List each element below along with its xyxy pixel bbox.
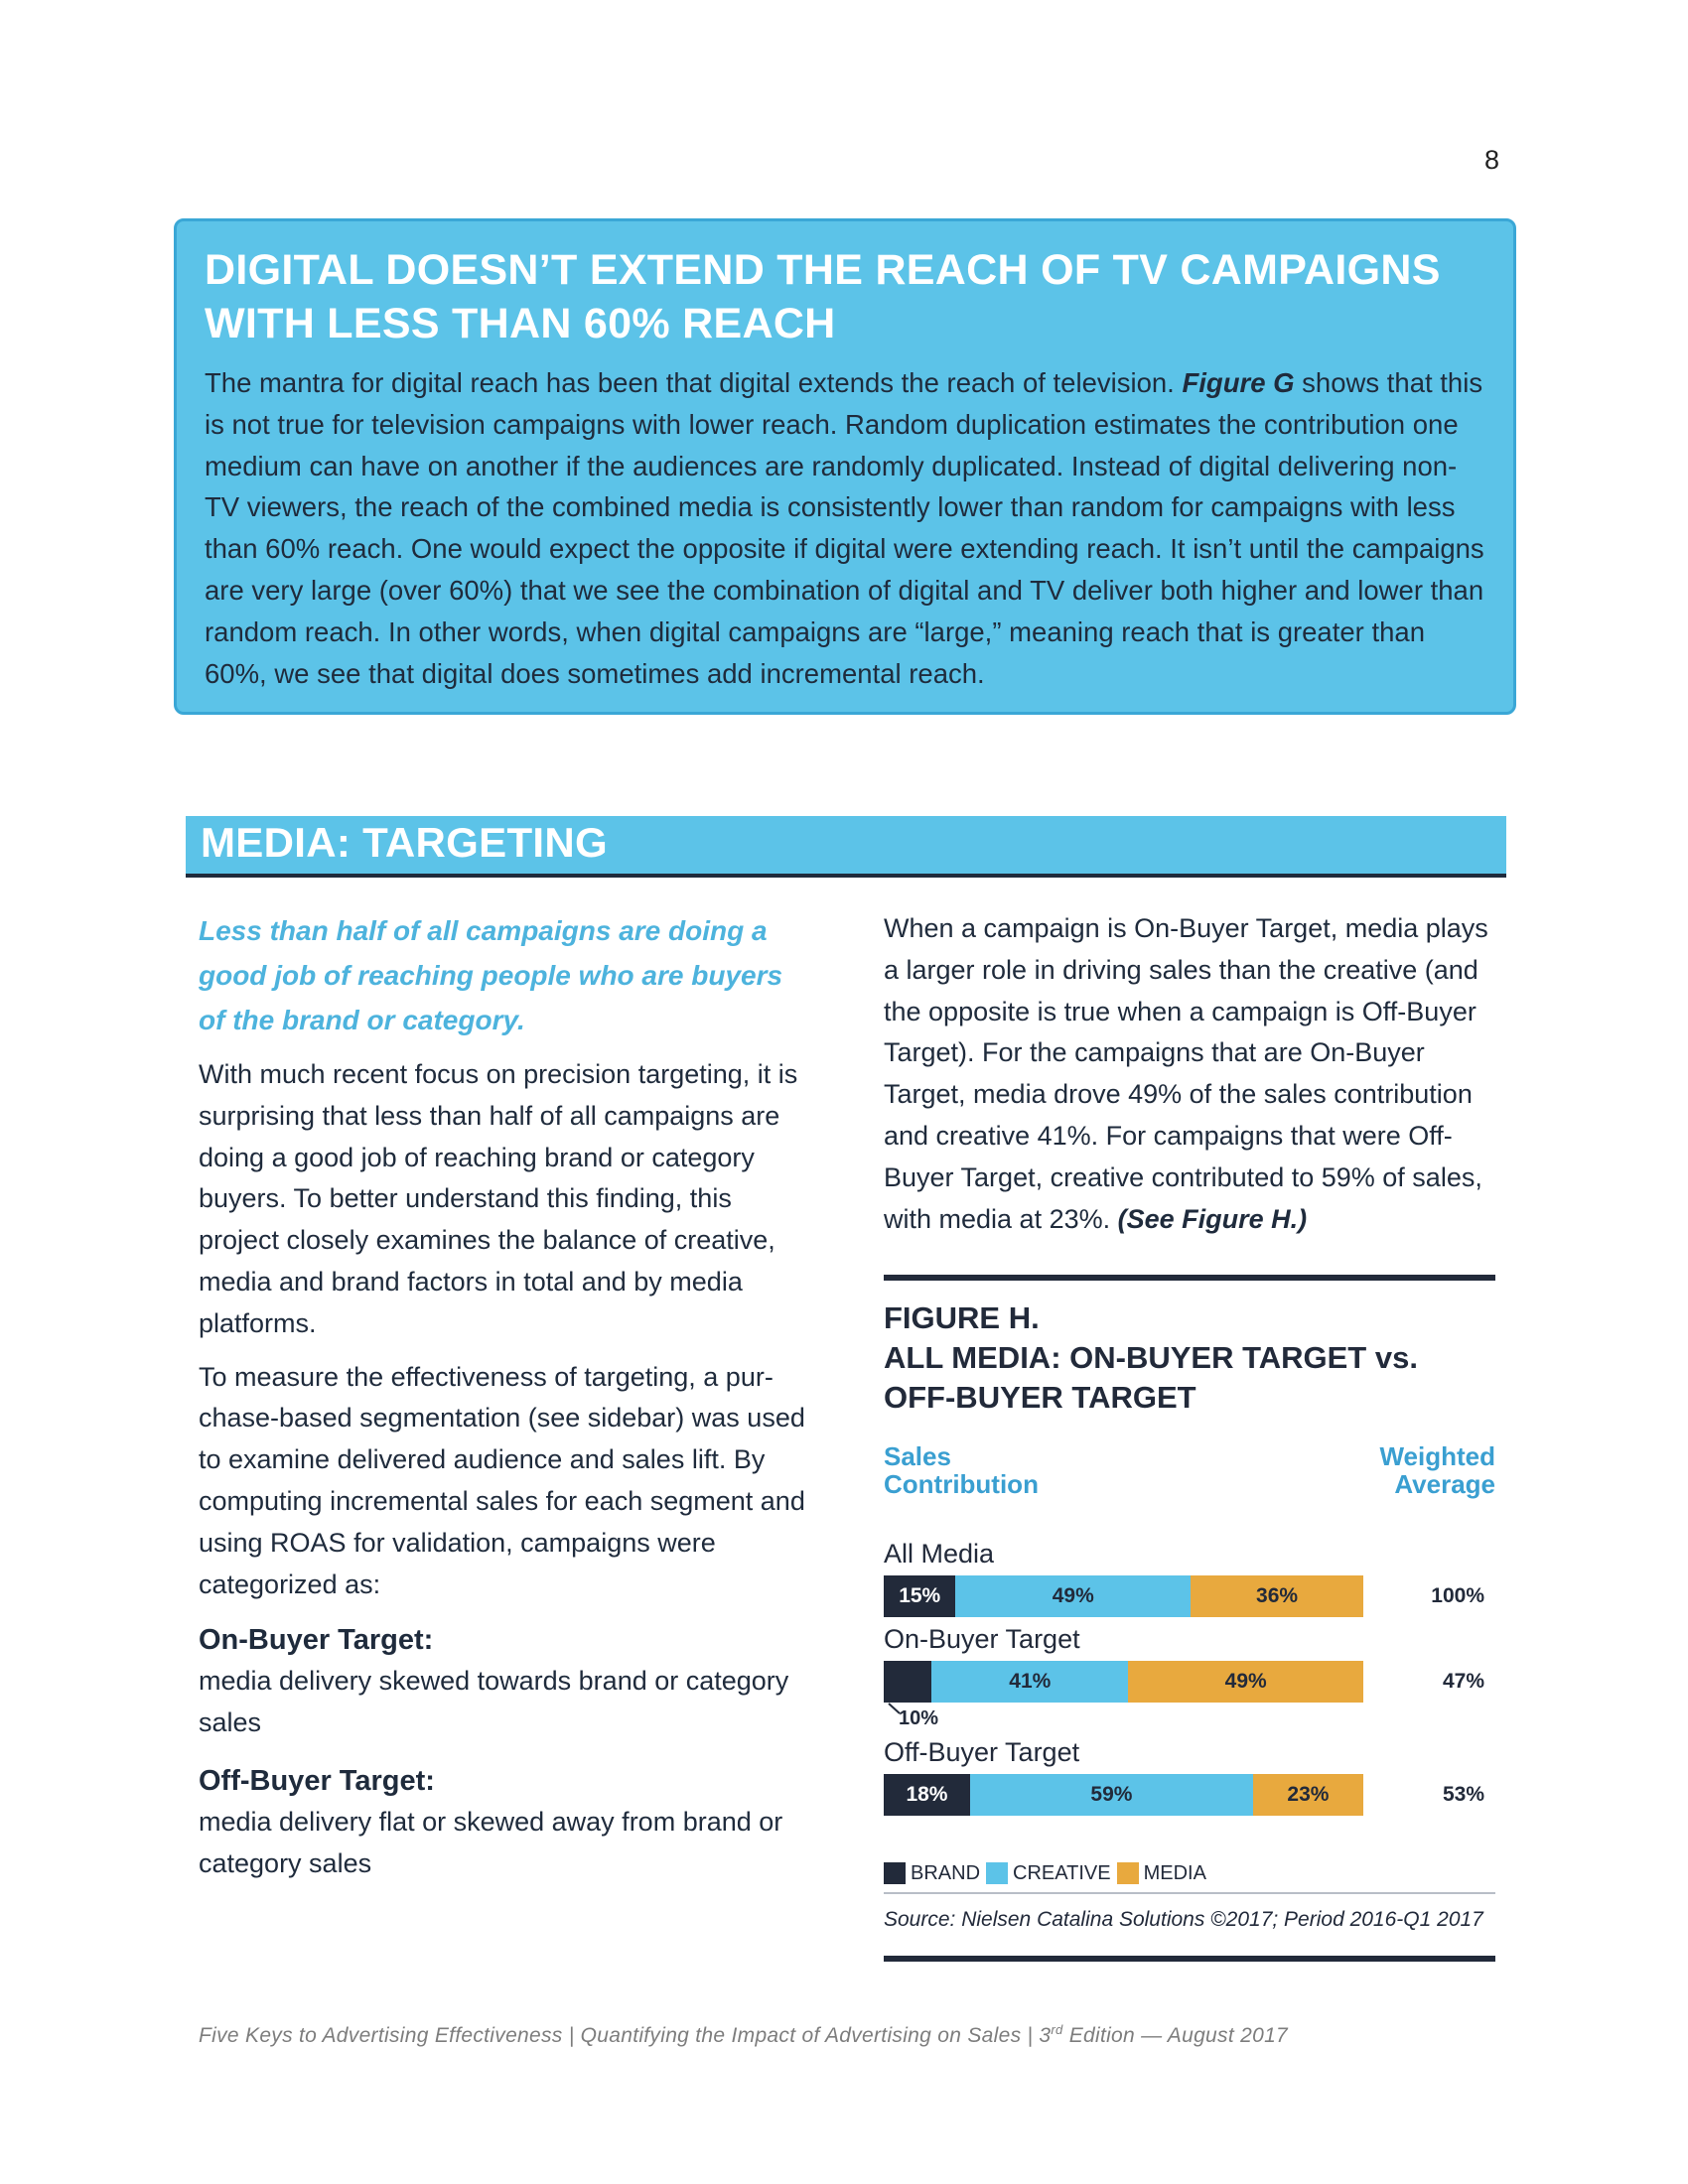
bar-label-leader-on-buyer-target bbox=[886, 1703, 906, 1716]
left-column bbox=[199, 908, 814, 1901]
figure-title-line-3: OFF-BUYER TARGET bbox=[884, 1380, 1196, 1415]
figure-bottom-rule bbox=[884, 1956, 1495, 1962]
section-header bbox=[186, 816, 1506, 878]
category-label-on-buyer-target: On-Buyer Target bbox=[884, 1624, 1080, 1654]
bar-all-media-media: 36% bbox=[1191, 1575, 1363, 1617]
page-footer bbox=[199, 2022, 1288, 2048]
legend-swatch-media bbox=[1117, 1862, 1139, 1884]
legend-divider bbox=[884, 1892, 1495, 1894]
weighted-average-on-buyer-target: 47% bbox=[1442, 1670, 1484, 1693]
legend-item-creative bbox=[986, 1862, 1111, 1885]
legend-label-creative: CREATIVE bbox=[1013, 1861, 1111, 1884]
bar-on-buyer-target-creative: 41% bbox=[931, 1661, 1128, 1703]
figure-title bbox=[884, 1298, 1499, 1418]
figure-source: Source: Nielsen Catalina Solutions ©2017; Period 2016-Q1 2017 bbox=[884, 1908, 1483, 1931]
definition-on-buyer-target: media delivery skewed towards brand or category sales bbox=[199, 1666, 789, 1738]
callout-box bbox=[174, 218, 1516, 715]
sales-contribution-label bbox=[884, 1442, 1039, 1498]
bar-all-media-brand: 15% bbox=[884, 1575, 955, 1617]
callout-title bbox=[205, 243, 1487, 350]
bar-off-buyer-target-creative: 59% bbox=[970, 1774, 1253, 1816]
weighted-average-label-line-2: Average bbox=[1394, 1469, 1495, 1499]
footer-superscript: rd bbox=[1051, 2022, 1063, 2037]
bar-label-on-buyer-target-brand: 10% bbox=[899, 1707, 939, 1729]
category-label-all-media: All Media bbox=[884, 1539, 995, 1569]
callout-title-line-2: WITH LESS THAN 60% REACH bbox=[205, 300, 836, 347]
bar-all-media-creative: 49% bbox=[955, 1575, 1191, 1617]
footer-text-start: Five Keys to Advertising Effectiveness | Quantifying the Impact of Advertising on Sales | 3 bbox=[199, 2024, 1052, 2047]
legend-label-media: MEDIA bbox=[1143, 1861, 1206, 1884]
callout-body-rest: shows that this is not true for television campaigns with lower reach. Random duplication estimates the contribution one medium can have on another if the audiences are randomly duplicated. Instead of digital delivering non-TV viewers, the reach of the combined media is consistently lower than random for campaigns with less than 60% reach. One would expect the opposite if digital were extending reach. It isn’t until the campaigns are very large (over 60%) that we see the combination of digital and TV deliver both higher and lower than random reach. In other words, when digital campaigns are “large,” meaning reach that is greater than 60%, we see that digital does sometimes add incremental reach. bbox=[205, 367, 1484, 689]
weighted-average-label bbox=[1331, 1442, 1495, 1498]
paragraph-measurement: To measure the effectiveness of targeting, a purchase-based segmentation (see sidebar) was used to examine delivered audience and sales lift. By computing incremental sales for each segment and using ROAS for validation, campaigns were categorized as: bbox=[199, 1361, 805, 1599]
section-title: MEDIA: TARGETING bbox=[201, 819, 608, 866]
figure-g-reference: Figure G bbox=[1182, 367, 1295, 398]
legend-swatch-creative bbox=[986, 1862, 1008, 1884]
category-label-off-buyer-target: Off-Buyer Target bbox=[884, 1737, 1080, 1767]
legend-item-media bbox=[1117, 1862, 1206, 1885]
paragraph-on-buyer-media bbox=[884, 908, 1499, 1240]
legend-swatch-brand bbox=[884, 1862, 906, 1884]
figure-top-rule bbox=[884, 1275, 1495, 1281]
footer-text-end: Edition — August 2017 bbox=[1062, 2024, 1289, 2047]
weighted-average-label-line-1: Weighted bbox=[1379, 1441, 1495, 1471]
weighted-average-all-media: 100% bbox=[1431, 1584, 1484, 1607]
callout-body bbox=[205, 362, 1487, 694]
figure-title-line-2: ALL MEDIA: ON-BUYER TARGET vs. bbox=[884, 1340, 1418, 1375]
bar-on-buyer-target-brand bbox=[884, 1661, 931, 1703]
definition-off-buyer-target: media delivery flat or skewed away from brand or category sales bbox=[199, 1806, 783, 1878]
legend-label-brand: BRAND bbox=[911, 1861, 981, 1884]
paragraph-on-buyer-text: When a campaign is On-Buyer Target, media plays a larger role in driving sales than the creative (and the opposite is true when a campaign is Off-Buyer Target). For the campaigns that are On-Buyer Target, media drove 49% of the sales contribution and creative 41%. For campaigns that were Off-Buyer Target, creative contributed to 59% of sales, with media at 23%. bbox=[884, 913, 1488, 1234]
weighted-average-off-buyer-target: 53% bbox=[1442, 1783, 1484, 1806]
sales-contribution-label-line-2: Contribution bbox=[884, 1469, 1039, 1499]
chart-legend bbox=[884, 1859, 1212, 1887]
sales-contribution-label-line-1: Sales bbox=[884, 1441, 951, 1471]
bar-on-buyer-target-media: 49% bbox=[1128, 1661, 1363, 1703]
right-column bbox=[884, 908, 1499, 1252]
figure-title-line-1: FIGURE H. bbox=[884, 1300, 1040, 1335]
callout-body-start: The mantra for digital reach has been that digital extends the reach of television. bbox=[205, 367, 1183, 398]
page-number: 8 bbox=[1483, 145, 1499, 175]
callout-title-line-1: DIGITAL DOESN’T EXTEND THE REACH OF TV CAMPAIGNS bbox=[205, 246, 1441, 294]
legend-item-brand bbox=[884, 1862, 980, 1885]
paragraph-targeting-focus: With much recent focus on precision targeting, it is surprising that less than half of all campaigns are doing a good job of reaching brand or category buyers. To better understand this finding, this project closely examines the balance of creative, media and brand factors in total and by media platforms. bbox=[199, 1059, 798, 1338]
bar-off-buyer-target-brand: 18% bbox=[884, 1774, 970, 1816]
figure-h-reference: (See Figure H.) bbox=[1117, 1203, 1308, 1234]
bar-off-buyer-target-media: 23% bbox=[1253, 1774, 1363, 1816]
lead-statement: Less than half of all campaigns are doing a good job of reaching people who are buyers of the brand or category. bbox=[199, 915, 783, 1035]
term-on-buyer-target: On-Buyer Target: bbox=[199, 1624, 434, 1657]
term-off-buyer-target: Off-Buyer Target: bbox=[199, 1764, 435, 1797]
